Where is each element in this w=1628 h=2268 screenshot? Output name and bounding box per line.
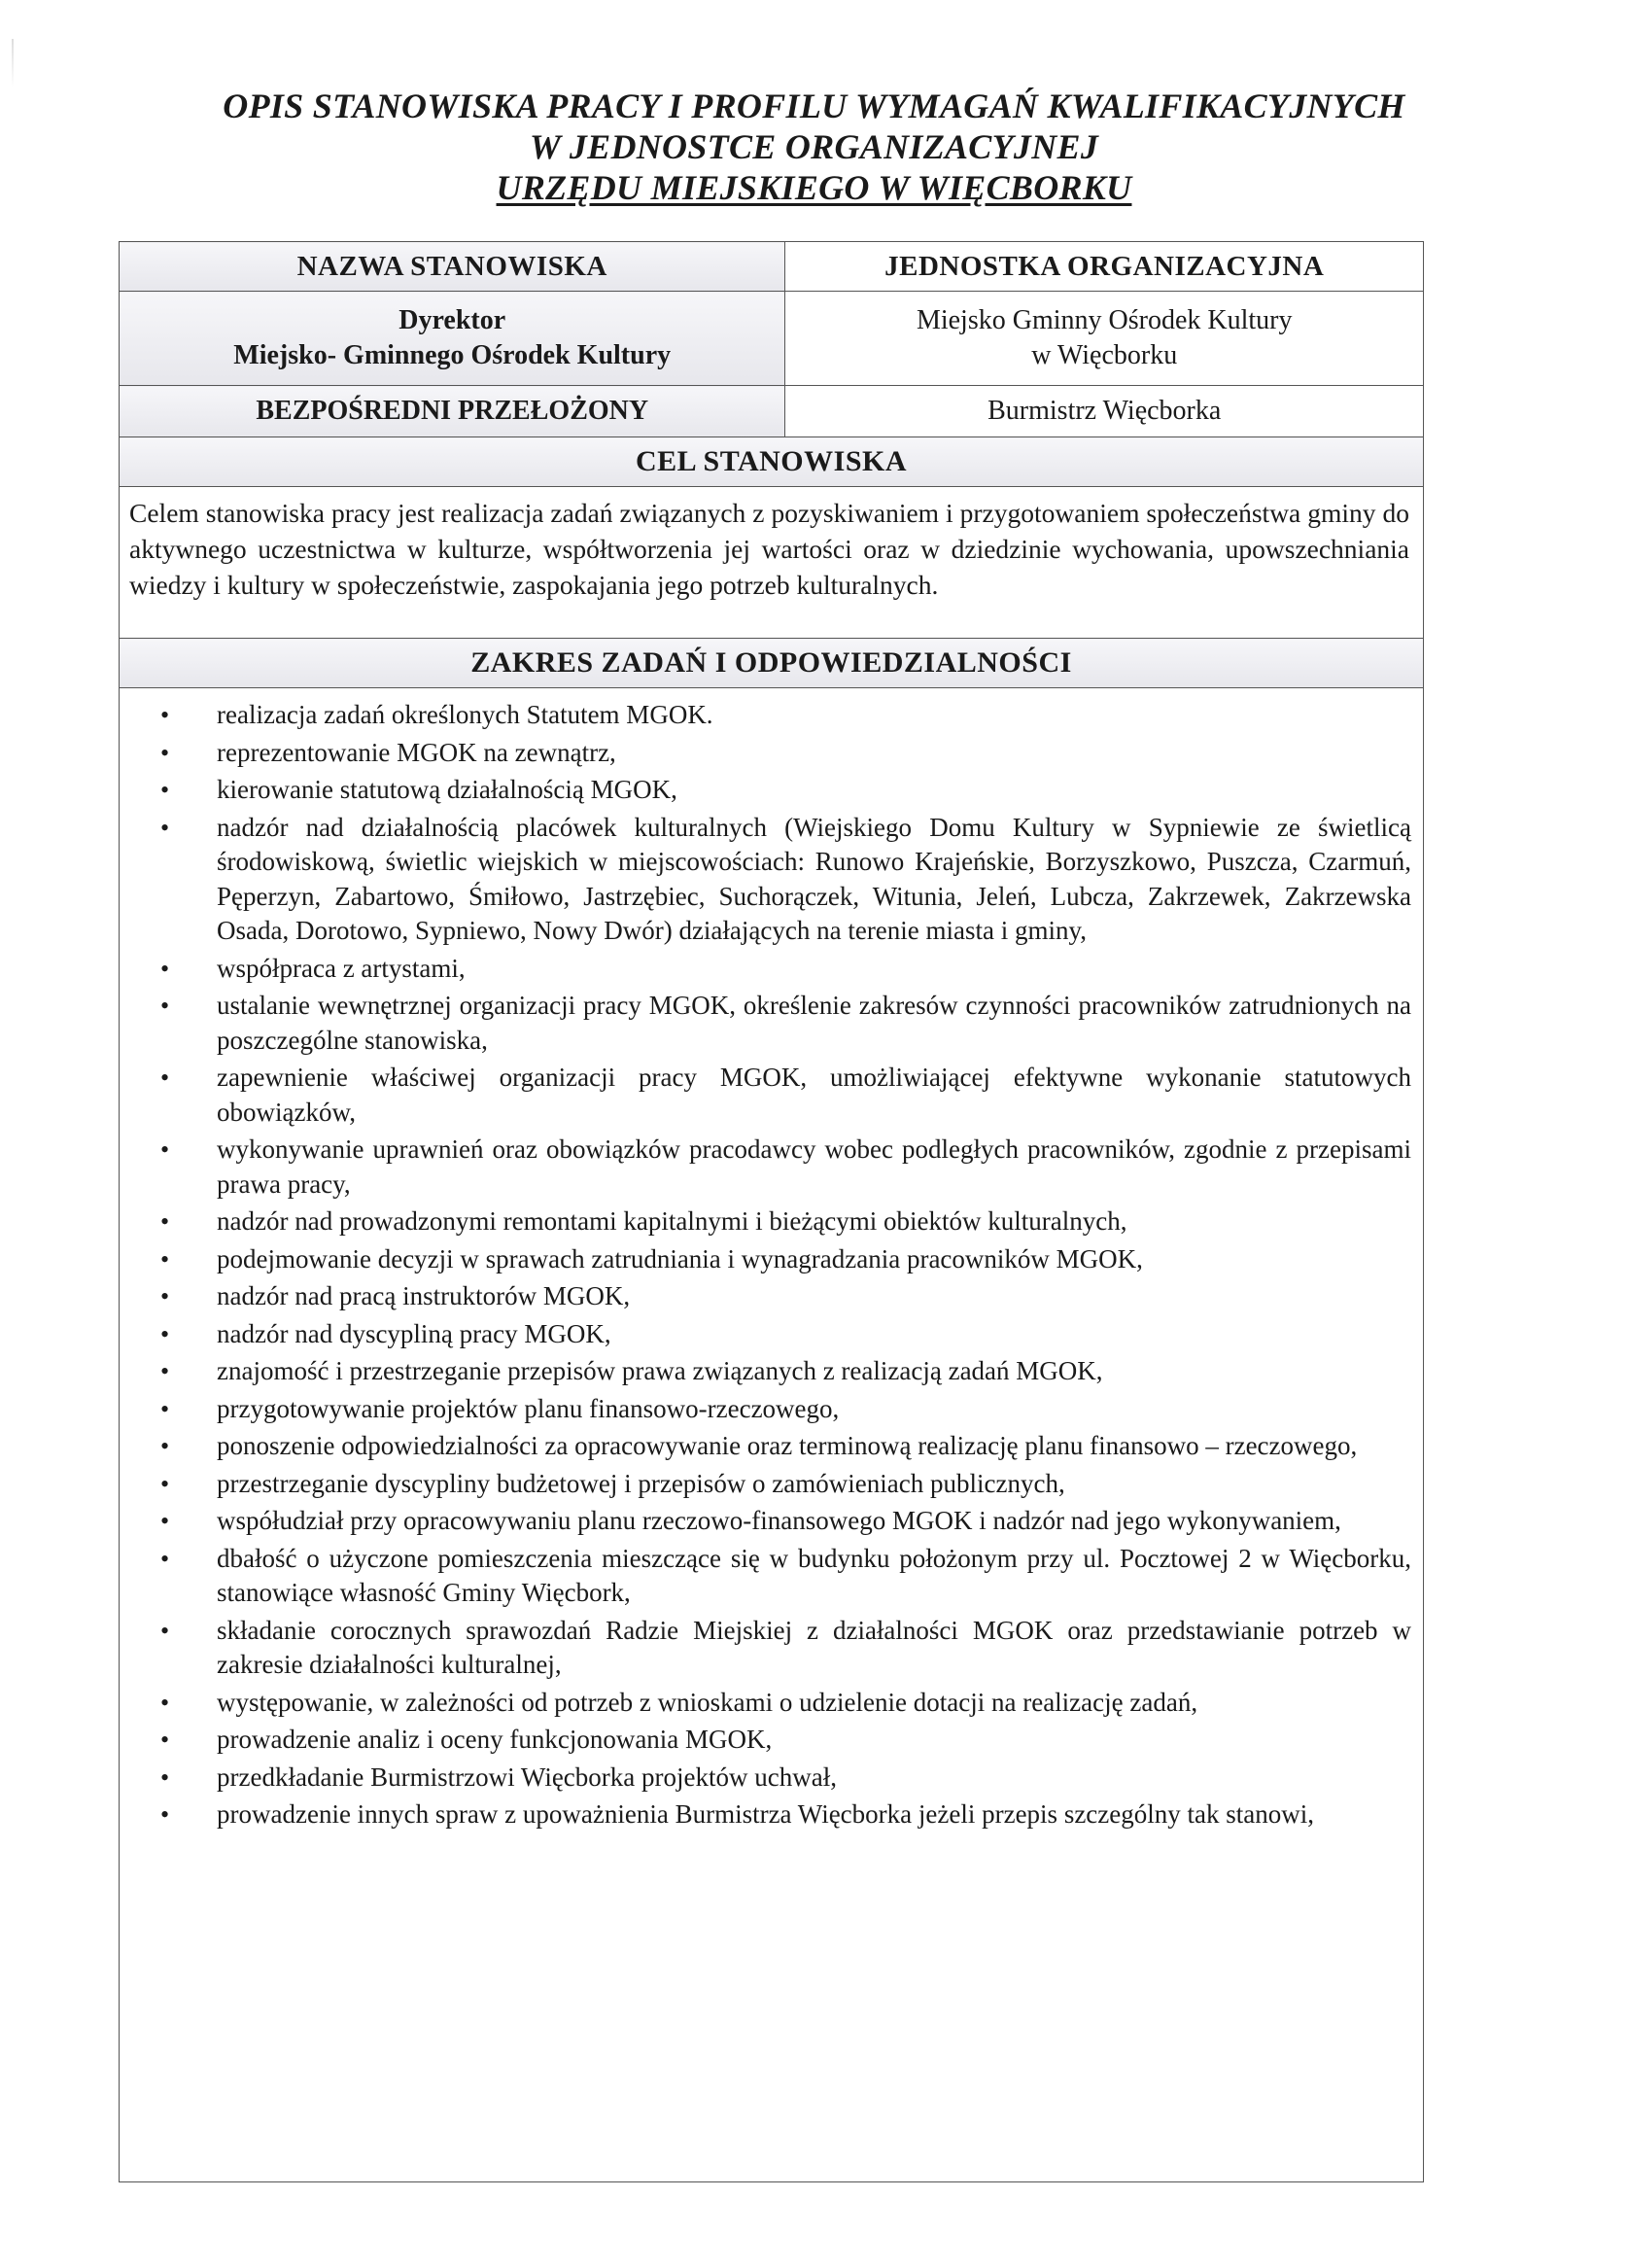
task-item [120, 1723, 1411, 1758]
task-text: ustalanie wewnętrznej organizacji pracy MGOK, określenie zakresów czynności pracowników zatrudnionych na poszczególne stanowiska, [217, 991, 1411, 1055]
unit-line-1: Miejsko Gminny Ośrodek Kultury [916, 305, 1293, 335]
task-item [120, 1429, 1411, 1464]
task-text: ponoszenie odpowiedzialności za opracowywanie oraz terminową realizację planu finansowo – rzeczowego, [217, 1431, 1358, 1460]
bullet-icon: • [160, 701, 170, 729]
title-line-2: W JEDNOSTCE ORGANIZACYJNEJ [529, 127, 1099, 166]
bullet-icon: • [160, 1064, 170, 1092]
task-text: realizacja zadań określonych Statutem MGOK. [217, 700, 713, 729]
bullet-icon: • [160, 1762, 170, 1792]
job-description-table [119, 241, 1424, 2182]
supervisor-label: BEZPOŚREDNI PRZEŁOŻONY [120, 386, 785, 437]
task-text: nadzór nad dyscypliną pracy MGOK, [217, 1318, 611, 1348]
task-text: dbałość o użyczone pomieszczenia mieszczące się w budynku położonym przy ul. Pocztowej 2 w Więcborku, stanowiące własność Gminy Więcbork, [217, 1543, 1411, 1607]
task-text: wykonywanie uprawnień oraz obowiązków pracodawcy wobec podległych pracowników, zgodnie z przepisami prawa pracy, [217, 1134, 1411, 1199]
task-item [120, 1392, 1411, 1427]
title-line-3: URZĘDU MIEJSKIEGO W WIĘCBORKU [496, 168, 1132, 207]
bullet-icon: • [160, 1357, 170, 1385]
bullet-icon: • [160, 1726, 170, 1754]
tasks-cell [120, 688, 1424, 2182]
position-name-line-1: Dyrektor [398, 305, 506, 335]
task-item [120, 1204, 1411, 1239]
task-item [120, 952, 1411, 987]
task-item [120, 736, 1411, 771]
task-item [120, 1354, 1411, 1389]
task-text: kierowanie statutową działalnością MGOK, [217, 775, 677, 804]
task-text: występowanie, w zależności od potrzeb z wnioskami o udzielenie dotacji na realizację zadań, [217, 1687, 1198, 1717]
bullet-icon: • [160, 776, 170, 804]
task-text: przestrzeganie dyscypliny budżetowej i przepisów o zamówieniach publicznych, [217, 1468, 1065, 1498]
task-text: zapewnienie właściwej organizacji pracy MGOK, umożliwiającej efektywne wykonanie statutowych obowiązków, [217, 1063, 1411, 1127]
bullet-icon: • [160, 1244, 170, 1274]
tasks-list [120, 698, 1411, 1832]
bullet-icon: • [160, 1432, 170, 1460]
task-text: współudział przy opracowywaniu planu rzeczowo-finansowego MGOK i nadzór nad jego wykonywaniem, [217, 1506, 1341, 1535]
task-text: przedkładanie Burmistrzowi Więcborka projektów uchwał, [217, 1762, 837, 1792]
task-item [120, 1614, 1411, 1683]
task-text: prowadzenie analiz i oceny funkcjonowania MGOK, [217, 1725, 773, 1754]
task-item [120, 1467, 1411, 1502]
bullet-icon: • [160, 992, 170, 1020]
bullet-icon: • [160, 1800, 170, 1829]
supervisor-value: Burmistrz Więcborka [785, 386, 1424, 437]
task-text: nadzór nad działalnością placówek kulturalnych (Wiejskiego Domu Kultury w Sypniewie ze świetlicą środowiskową, świetlic wiejskich w miejscowościach: Runowo Krajeńskie, Borzyszkowo, Puszcza, Czarmuń, Pęperzyn, Zabartowo, Śmiłowo, Jastrzębiec, Suchorączek, Witunia, Jeleń, Lubcza, Zakrzewek, Zakrzewska Osada, Dorotowo, Sypniewo, Nowy Dwór) działających na terenie miasta i gminy, [217, 812, 1411, 945]
task-text: współpraca z artystami, [217, 953, 466, 983]
purpose-text: Celem stanowiska pracy jest realizacja zadań związanych z pozyskiwaniem i przygotowaniem społeczeństwa gminy do aktywnego uczestnictwa w kulturze, współtworzenia jej wartości oraz w dziedzinie wychowania, upowszechniania wiedzy i kultury w społeczeństwie, zaspokajania jego potrzeb kulturalnych. [120, 487, 1424, 639]
purpose-heading: CEL STANOWISKA [120, 437, 1424, 487]
task-text: przygotowywanie projektów planu finansowo-rzeczowego, [217, 1393, 840, 1423]
scan-artifact [12, 39, 14, 87]
unit-header: JEDNOSTKA ORGANIZACYJNA [785, 242, 1424, 292]
bullet-icon: • [160, 1207, 170, 1236]
bullet-icon: • [160, 1282, 170, 1310]
task-item [120, 1504, 1411, 1539]
task-item [120, 1686, 1411, 1721]
task-item [120, 1279, 1411, 1314]
bullet-icon: • [160, 1469, 170, 1498]
bullet-icon: • [160, 813, 170, 842]
bullet-icon: • [160, 1616, 170, 1645]
task-item [120, 1317, 1411, 1352]
task-item [120, 1061, 1411, 1130]
position-name-header: NAZWA STANOWISKA [120, 242, 785, 292]
bullet-icon: • [160, 1394, 170, 1423]
task-text: reprezentowanie MGOK na zewnątrz, [217, 737, 616, 767]
task-item [120, 1761, 1411, 1796]
tasks-heading: ZAKRES ZADAŃ I ODPOWIEDZIALNOŚCI [120, 639, 1424, 688]
bullet-icon: • [160, 1319, 170, 1348]
task-text: prowadzenie innych spraw z upoważnienia Burmistrza Więcborka jeżeli przepis szczególny tak stanowi, [217, 1799, 1314, 1829]
task-text: znajomość i przestrzeganie przepisów prawa związanych z realizacją zadań MGOK, [217, 1356, 1103, 1385]
task-item [120, 773, 1411, 808]
task-item [120, 1242, 1411, 1277]
task-item [120, 698, 1411, 733]
bullet-icon: • [160, 1544, 170, 1573]
unit-cell [785, 292, 1424, 386]
bullet-icon: • [160, 1688, 170, 1717]
task-item [120, 1797, 1411, 1832]
bullet-icon: • [160, 1507, 170, 1535]
task-item [120, 1542, 1411, 1611]
task-text: podejmowanie decyzji w sprawach zatrudniania i wynagradzania pracowników MGOK, [217, 1243, 1143, 1274]
task-text: nadzór nad pracą instruktorów MGOK, [217, 1281, 631, 1310]
bullet-icon: • [160, 738, 170, 767]
task-item [120, 1133, 1411, 1202]
bullet-icon: • [160, 954, 170, 983]
bullet-icon: • [160, 1135, 170, 1164]
task-text: składanie corocznych sprawozdań Radzie Miejskiej z działalności MGOK oraz przedstawianie potrzeb w zakresie działalności kulturalnej, [217, 1615, 1411, 1679]
unit-line-2: w Więcborku [1031, 340, 1178, 370]
task-item [120, 989, 1411, 1058]
title-line-1: OPIS STANOWISKA PRACY I PROFILU WYMAGAŃ KWALIFIKACYJNYCH [223, 87, 1405, 125]
task-text: nadzór nad prowadzonymi remontami kapitalnymi i bieżącymi obiektów kulturalnych, [217, 1206, 1127, 1236]
position-name-line-2: Miejsko- Gminnego Ośrodek Kultury [233, 340, 672, 370]
position-name-cell [120, 292, 785, 386]
document-title [0, 86, 1628, 208]
task-item [120, 811, 1411, 949]
